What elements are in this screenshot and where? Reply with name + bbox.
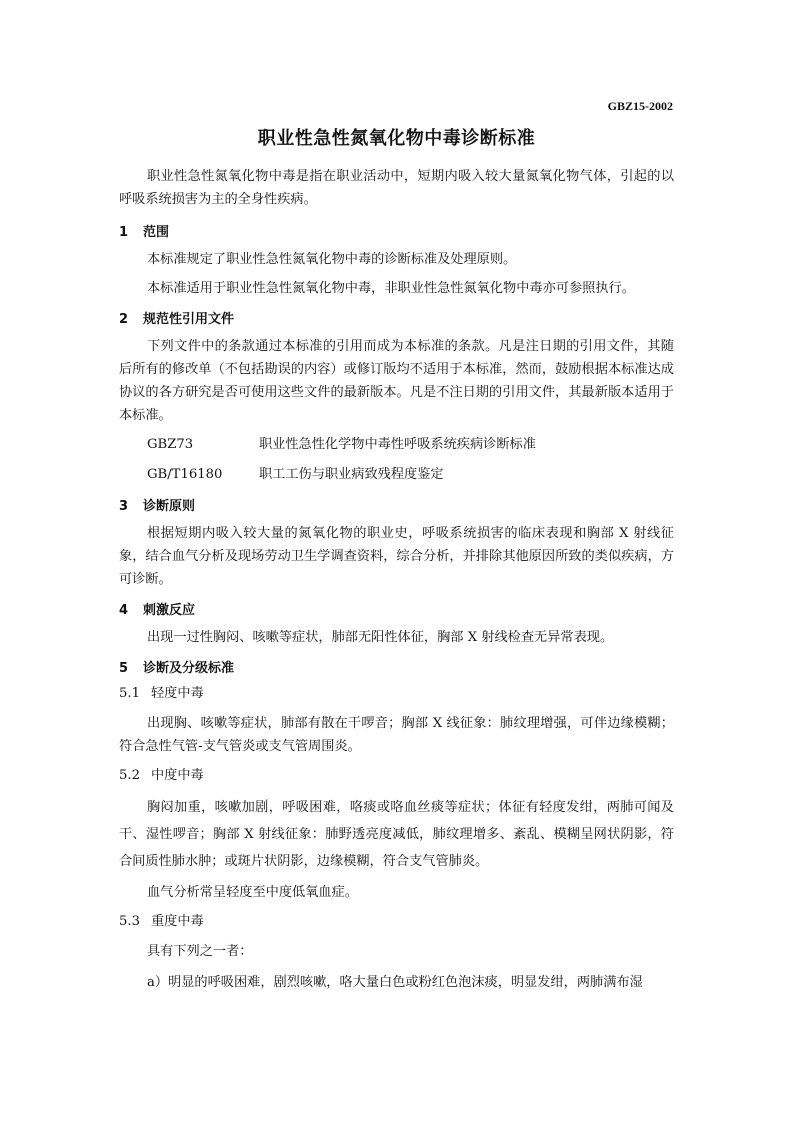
- paragraph: 出现胸、咳嗽等症状，肺部有散在干啰音；胸部 X 线征象：肺纹理增强，可伴边缘模糊；符合急性气管-支气管炎或支气管周围炎。: [119, 716, 674, 754]
- page-title: 职业性急性氮氧化物中毒诊断标准: [257, 128, 536, 149]
- subsection-number: 5.1: [119, 686, 140, 701]
- paragraph: 本标准规定了职业性急性氮氧化物中毒的诊断标准及处理原则。: [147, 252, 517, 267]
- subsection-heading-5-2: [119, 766, 674, 786]
- subsection-number: 5.3: [119, 914, 140, 929]
- reference-name: 职工工伤与职业病致残程度鉴定: [259, 467, 444, 482]
- reference-name: 职业性急性化学物中毒性呼吸系统疾病诊断标准: [259, 437, 536, 452]
- section-title: 诊断原则: [143, 499, 196, 514]
- paragraph: 血气分析常呈轻度至中度低氧血症。: [147, 885, 358, 900]
- section-title: 规范性引用文件: [143, 312, 235, 327]
- reference-code: GB/T16180: [147, 467, 223, 482]
- reference-row: [119, 435, 674, 455]
- section-number: 4: [119, 603, 129, 618]
- paragraph: 出现一过性胸闷、咳嗽等症状，肺部无阳性体征，胸部 X 射线检查无异常表现。: [147, 630, 614, 645]
- subsection-number: 5.2: [119, 768, 140, 783]
- section-heading-4: [119, 599, 674, 618]
- document-body: [119, 165, 674, 994]
- section-number: 5: [119, 661, 129, 676]
- section-title: 范围: [143, 225, 170, 240]
- section-title: 诊断及分级标准: [143, 661, 235, 676]
- paragraph: 具有下列之一者：: [147, 944, 253, 959]
- section-number: 3: [119, 499, 129, 514]
- reference-row: [119, 465, 674, 485]
- paragraph: 本标准适用于职业性急性氮氧化物中毒，非职业性急性氮氧化物中毒亦可参照执行。: [147, 281, 635, 296]
- paragraph: 胸闷加重，咳嗽加剧，呼吸困难，咯痰或咯血丝痰等症状；体征有轻度发绀，两肺可闻及干、湿性啰音；胸部 X 射线征象：肺野透亮度减低，肺纹理增多、紊乱、模糊呈网状阴影，符合间质性肺水肿；或斑片状阴影，边缘模糊，符合支气管肺炎。: [119, 800, 674, 869]
- subsection-heading-5-1: [119, 684, 674, 704]
- section-number: 1: [119, 225, 129, 240]
- intro-paragraph: 职业性急性氮氧化物中毒是指在职业活动中，短期内吸入较大量氮氧化物气体，引起的以呼吸系统损害为主的全身性疾病。: [119, 169, 674, 207]
- section-heading-5: [119, 657, 674, 676]
- paragraph: 下列文件中的条款通过本标准的引用而成为本标准的条款。凡是注日期的引用文件，其随后所有的修改单（不包括勘误的内容）或修订版均不适用于本标准，然而，鼓励根据本标准达成协议的各方研究是否可使用这些文件的最新版本。凡是不注日期的引用文件，其最新版本适用于本标准。: [119, 339, 674, 423]
- section-heading-3: [119, 495, 674, 514]
- reference-code: GBZ73: [147, 437, 194, 452]
- paragraph: 根据短期内吸入较大量的氮氧化物的职业史，呼吸系统损害的临床表现和胸部 X 射线征象，结合血气分析及现场劳动卫生学调查资料，综合分析，并排除其他原因所致的类似疾病，方可诊断。: [119, 526, 674, 587]
- subsection-title: 轻度中毒: [151, 686, 204, 701]
- subsection-title: 重度中毒: [151, 914, 204, 929]
- section-heading-2: [119, 308, 674, 327]
- document-code: GBZ15-2002: [607, 99, 673, 113]
- section-heading-1: [119, 221, 674, 240]
- section-title: 刺激反应: [143, 603, 196, 618]
- list-item-a: a）明显的呼吸困难，剧烈咳嗽，咯大量白色或粉红色泡沫痰，明显发绀，两肺满布湿: [147, 975, 643, 990]
- section-number: 2: [119, 312, 129, 327]
- subsection-heading-5-3: [119, 912, 674, 932]
- subsection-title: 中度中毒: [151, 768, 204, 783]
